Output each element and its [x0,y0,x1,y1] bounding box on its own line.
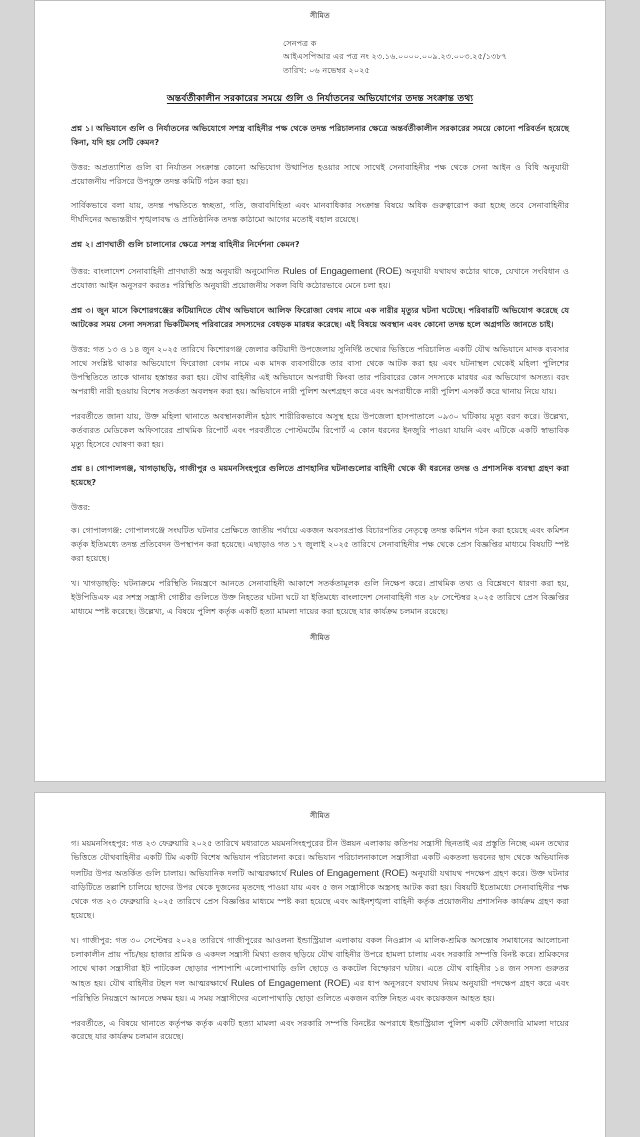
ga-text-before: গ। ময়মনসিংহপুর: গত ২৩ ফেব্রুয়ারি ২০২৫ তারিখে মধ্যরাতে ময়মনসিংহপুরের চীন উন্নয়ন এলাকায় কতিপয় সন্ত্রাসী ছিনতাই এর প্রস্তুতি নিচ্ছে এমন তথ্যের ভিত্তিতে যৌথবাহিনীর একটি টিম একটি বিশেষ অভিযান পরিচালনা করে। অভিযান পরিচালনাকালে সন্ত্রাসীরা একটি একতলা ভবনের ছাদ থেকে অভিযানিক দলটির উপর অতর্কিত গুলি চালায়। অভিযানিক দলটি আত্মরক্ষার্থে [71,838,569,878]
roe-term-answer-2: Rules of Engagement (ROE) [282,265,402,277]
classification-header-page1: সীমিত [310,11,330,20]
qa-body-page2 [71,837,569,1044]
answer-2-text-after: অনুযায়ী যথাযথ কঠোর থাকে, যেখানে সংবিধান ও প্রযোজ্য আইন অনুসরণ করতঃ পরিস্থিতি অনুযায়ী প্রয়োজনীয় সকল বিধি কঠোরভাবে মেনে চলা হয়। [71,266,570,291]
answer-4-item-ga-moymonsinghpur [71,837,569,923]
annex-label: সেনপত্র ক [283,38,317,48]
document-page-1 [34,0,606,782]
question-4: প্রশ্ন ৪। গোপালগঞ্জ, খাগড়াছড়ি, গাজীপুর ও ময়মনসিংহপুরে গুলিতে প্রাণহানির ঘটনাগুলোর বাহিনী থেকে কী ধরনের তদন্ত ও প্রশাসনিক ব্যবস্থা গ্রহণ করা হয়েছে? [71,463,569,488]
memo-date: তারিখ: ০৬ নভেম্বর ২০২৫ [283,64,370,75]
memo-number: আইএসপিআর এর পত্র নং ২৩.১৬.০০০০.০০৯.২৩.০০৩.২৫/১৩৮৭ [283,51,507,62]
reference-block [71,37,569,77]
question-1: প্রশ্ন ১। অভিযানে গুলি ও নির্যাতনের অভিযোগে সশস্ত্র বাহিনীর পক্ষ থেকে তদন্ত পরিচালনার ক্ষেত্রে অন্তর্বর্তীকালীন সরকারের সময়ে কোনো পরিবর্তন হয়েছে কিনা, যদি হয় সেটি কেমন? [71,122,569,147]
answer-4-closing-note: পরবর্তীতে, এ বিষয়ে থানাতে কর্তৃপক্ষ কর্তৃক একটি হত্যা মামলা এবং সরকারি সম্পত্তি বিনষ্টের অপরাধে ইন্ডাস্ট্রিয়াল পুলিশ একটি ফৌজদারি মামলা দায়ের করেছে যার কার্যক্রম চলমান রয়েছে। [71,1017,569,1042]
classification-footer-page1: সীমিত [310,632,330,642]
ga-text-after: অনুযায়ী যথাযথ পদক্ষেপ গ্রহণ করে। উক্ত ঘটনার বাড়িটিতে তল্লাশি চালিয়ে ছাদের উপর থেকে দুজনের মৃতদেহ পাওয়া যায় এবং ৫ জন সন্ত্রাসীকে অস্ত্রসহ আটক করা হয়। বিষয়টি ইতোমধ্যে সেনাবাহিনীর পক্ষ থেকে গত ২৩ ফেব্রুয়ারি ২০২৫ তারিখে প্রেস বিজ্ঞপ্তির মাধ্যমে স্পষ্ট করা হয়েছে এবং আইনশৃঙ্খলা বাহিনী কর্তৃক প্রয়োজনীয় প্রশাসনিক কার্যক্রম গ্রহণ করা হয়েছে। [71,867,569,920]
answer-2-text-before: উত্তর: বাংলাদেশ সেনাবাহিনী প্রাণঘাতী অস্ত্র অনুযায়ী অনুমোদিত [71,266,283,277]
answer-4-label: উত্তর: [71,502,91,513]
question-3: প্রশ্ন ৩। জুন মাসে কিশোরগঞ্জের কটিয়াদিতে যৌথ অভিযানে আলিফ ফিরোজা বেগম নামে এক নারীর মৃত্যুর ঘটনা ঘটেছে। পরিবারটি অভিযোগ করেছে যে আটকের সময় সেনা সদস্যরা ভিকটিমসহ পরিবারের সদস্যদের বেধড়ক মারধর করেছে। এই বিষয়ে অবস্থান এবং কোনো তদন্ত হলে অগ্রগতি জানতে চাই। [71,305,569,330]
page-separator [0,782,640,792]
classification-header-page2: সীমিত [310,811,330,820]
gha-text-before: ঘ। গাজীপুর: গত ৩০ সেপ্টেম্বর ২০২৪ তারিখে গাজীপুরের আওলনা ইন্ডাস্ট্রিয়াল এলাকায় বকল নিওপ্লাস এ মালিক-শ্রমিক অসন্তোষ সমাধানের আলোচনা চলাকালীন প্রায় পাঁচ/ছয় হাজার শ্রমিক ও একদল সন্ত্রাসী মিথ্যা গুজব ছড়িয়ে যৌথ বাহিনীর উপরে হামলা চালায় এবং সরকারি সম্পত্তি বিনষ্ট করে। শ্রমিকদের সাথে থাকা সন্ত্রাসীরা ইট পাটকেল ছোড়ার পাশাপাশি এলোপাথাড়ি গুলি ছোড়ে ও ককটেল বিস্ফোরণ ঘটায়। এতে যৌথ বাহিনীর ১৪ জন সদস্য গুরুতর আহত হয়। যৌথ বাহিনীর টহল দল আত্মরক্ষার্থে [71,934,569,989]
answer-4-item-kha-khagrachhari: খ। খাগড়াছড়ি: ঘটনাক্রমে পরিস্থিতি নিয়ন্ত্রণে আনতে সেনাবাহিনী আকাশে সতর্কতামূলক গুলি নিক্ষেপ করে। প্রাথমিক তথ্য ও বিশ্লেষণে ধারণা করা হয়, ইউপিডিএফ এর সশস্ত্র সন্ত্রাসী গোষ্ঠীর গুলিতে উক্ত নিহতের ঘটনা ঘটে যা ইতিমধ্যে বাংলাদেশ সেনাবাহিনী গত ২৮ সেপ্টেম্বর ২০২৫ তারিখে প্রেস বিজ্ঞপ্তির মাধ্যমে স্পষ্ট করেছে। উল্লেখ্য, এ বিষয়ে পুলিশ কর্তৃক একটি হত্যা মামলা দায়ের করা হয়েছে যার কার্যক্রম চলমান রয়েছে। [71,577,569,616]
roe-term-item-gha: Rules of Engagement (ROE) [230,977,351,989]
answer-4-item-gha-gazipur [71,934,569,1006]
answer-1-part-2: সার্বিকভাবে বলা যায়, তদন্ত পদ্ধতিতে স্বচ্ছতা, গতি, জবাবদিহিতা এবং মানবাধিকার সংক্রান্ত বিষয়ে অধিক গুরুত্বারোপ করা হচ্ছে তবে সেনাবাহিনীর দীর্ঘদিনের অভ্যন্তরীণ শৃঙ্খলাবদ্ধ ও প্রাতিষ্ঠানিক তদন্ত কাঠামো আগের মতোই বহাল রয়েছে। [71,200,569,225]
page-title: অন্তর্বর্তীকালীন সরকারের সময়ে গুলি ও নির্যাতনের অভিযোগের তদন্ত সংক্রান্ত তথ্য [166,92,474,104]
gha-text-after: এর ধাপ অনুসরণে যথাযথ নিয়ম অনুযায়ী পদক্ষেপ গ্রহণ করে এবং পরিস্থিতি নিয়ন্ত্রণে আনতে সক্ষম হয়। এ সময় সন্ত্রাসীদের এলোপাথাড়ি ছোড়া গুলিতে একজন ব্যক্তি নিহত এবং কয়েকজন আহত হয়। [71,978,569,1003]
qa-body-page1 [71,122,569,619]
document-page-2 [34,792,606,1137]
answer-1-part-1: উত্তর: অপ্রত্যাশিত গুলি বা নির্যাতন সংক্রান্ত কোনো অভিযোগ উত্থাপিত হওয়ার সাথে সাথেই সেনাবাহিনীর পক্ষ থেকে সেনা আইন ও বিধি অনুযায়ী প্রয়োজনীয় পরিসরে উপযুক্ত তদন্ত কমিটি গঠন করা হয়। [71,161,569,186]
answer-2 [71,263,569,293]
answer-3-part-2: পরবর্তীতে জানা যায়, উক্ত মহিলা থানাতে অবস্থানকালীন হঠাৎ শারীরিকভাবে অসুস্থ হয়ে উপজেলা হাসপাতালে ০৯৩০ ঘটিকায় মৃত্যু বরণ করে। উল্লেখ্য, কর্তব্যরত মেডিকেল অফিসারের প্রাথমিক রিপোর্ট এবং পরবর্তীতে পোস্টমর্টেম রিপোর্ট এ কোন ধরনের ইনজুরি পাওয়া যায়নি এবং এটিকে একটি স্বাভাবিক মৃত্যু হিসেবে ঘোষণা করা হয়। [71,410,569,449]
answer-3-part-1: উত্তর: গত ১৩ ও ১৪ জুন ২০২৫ তারিখে কিশোরগঞ্জ জেলার কটিয়াদী উপজেলায় সুনির্দিষ্ট তথ্যের ভিত্তিতে পরিচালিত একটি যৌথ অভিযানে মাদক ব্যবসার সাথে সংশ্লিষ্ট থাকার অভিযোগে ফিরোজা বেগম নামে এক মাদক ব্যবসায়ীকে তার বাসা থেকে আটক করা হয় এবং ঘটনাস্থল থেকেই মহিলা পুলিশের উপস্থিতিতে তাকে থানায় হস্তান্তর করা হয়। যৌথ বাহিনীর এই অভিযানে অপরাধী কিংবা তার পরিবারের কোন সদস্যকে মারধর এর অভিযোগ অসত্য। বরং অপরাধী নারী হওয়ায় বিশেষ সতর্কতা অবলম্বন করা হয়। অভিযানে নারী পুলিশ অংশগ্রহণ করে এবং অপরাধীকে নারী পুলিশ এসকর্ট করে থানায় নিয়ে যায়। [71,344,569,396]
roe-term-item-ga: Rules of Engagement (ROE) [289,866,408,878]
answer-4-item-ka-gopalganj: ক। গোপালগঞ্জ: গোপালগঞ্জে সংঘটিত ঘটনার প্রেক্ষিতে জাতীয় পর্যায়ে একজন অবসরপ্রাপ্ত বিচারপতির নেতৃত্বে তদন্ত কমিশন গঠন করা হয়েছে এবং কমিশন কর্তৃক ইতিমধ্যে তদন্ত প্রতিবেদন উপস্থাপন করা হয়েছে। এছাড়াও গত ১৭ জুলাই ২০২৫ তারিখে সেনাবাহিনীর পক্ষ থেকে প্রেস বিজ্ঞপ্তির মাধ্যমে বিষয়টি স্পষ্ট করা হয়েছে। [71,525,569,563]
question-2: প্রশ্ন ২। প্রাণঘাতী গুলি চালানোর ক্ষেত্রে সশস্ত্র বাহিনীর নির্দেশনা কেমন? [71,239,300,250]
